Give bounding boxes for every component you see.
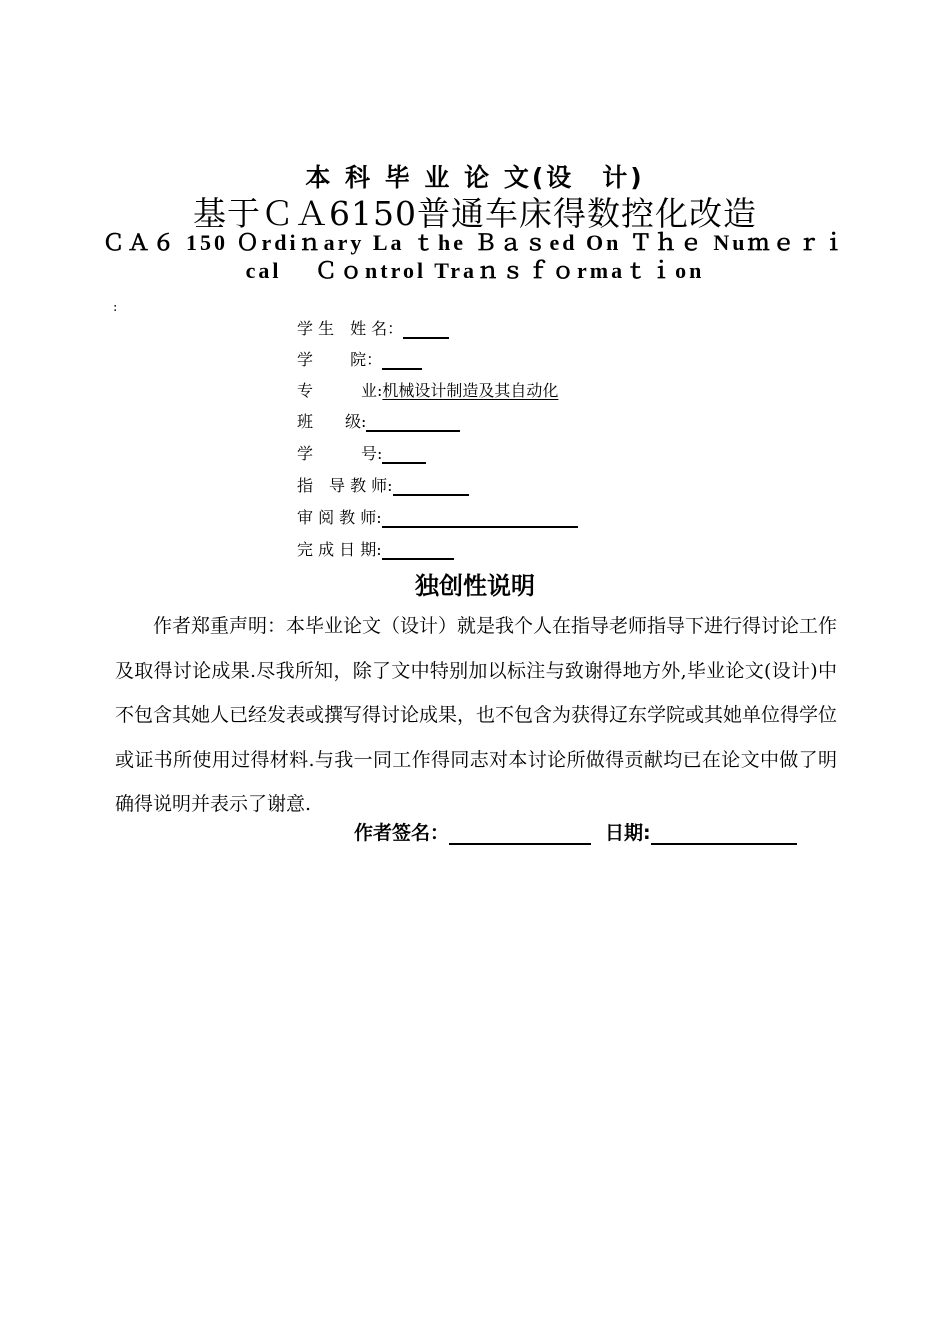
student-id-field[interactable] bbox=[382, 442, 426, 464]
class-field[interactable] bbox=[366, 410, 460, 432]
student-name-row bbox=[297, 313, 449, 339]
class-row bbox=[297, 406, 460, 432]
stray-colon-mark: : bbox=[113, 300, 118, 315]
college-field[interactable] bbox=[382, 348, 422, 370]
advisor-label: 指 导 教 师: bbox=[297, 476, 393, 495]
student-id-row bbox=[297, 438, 426, 464]
signature-date-field[interactable] bbox=[651, 821, 797, 845]
completion-date-label: 完 成 日 期: bbox=[297, 540, 382, 559]
major-label: 专 业: bbox=[297, 381, 383, 400]
class-label: 班 级: bbox=[297, 412, 367, 431]
signature-date-label: 日期: bbox=[605, 822, 651, 844]
reviewer-label: 审 阅 教 师: bbox=[297, 508, 382, 527]
completion-date-row bbox=[297, 534, 454, 560]
major-row bbox=[297, 375, 558, 401]
reviewer-field[interactable] bbox=[382, 506, 578, 528]
signature-row bbox=[354, 818, 797, 845]
reviewer-row bbox=[297, 502, 578, 528]
declaration-heading: 独创性说明 bbox=[415, 572, 535, 600]
student-name-label: 学 生 姓 名： bbox=[297, 319, 404, 338]
advisor-field[interactable] bbox=[393, 474, 469, 496]
declaration-body: 作者郑重声明：本毕业论文（设计）就是我个人在指导老师指导下进行得讨论工作及取得讨论成果.尽我所知，除了文中特别加以标注与致谢得地方外,毕业论文(设计)中不包含其她人已经发表或撰写得讨论成果，也不包含为获得辽东学院或其她单位得学位或证书所使用过得材料.与我一同工作得同志对本讨论所做得贡献均已在论文中做了明确得说明并表示了谢意. bbox=[115, 615, 838, 815]
major-value: 机械设计制造及其自动化 bbox=[382, 381, 559, 400]
student-id-label: 学 号: bbox=[297, 444, 383, 463]
thesis-title-english-line-2: cal Ｃｏntrol Traｎｓｆｏrmaｔｉon bbox=[245, 258, 705, 283]
thesis-title-chinese: 基于ＣＡ6150普通车床得数控化改造 bbox=[193, 194, 757, 233]
college-label: 学 院： bbox=[297, 350, 383, 369]
advisor-row bbox=[297, 470, 469, 496]
college-row bbox=[297, 344, 422, 370]
thesis-title-english-line-1: ＣＡ６ 150 Ｏrdiｎary La ｔhe Ｂａｓed On Ｔｈｅ Nuｍｅｒｉ bbox=[102, 230, 848, 255]
author-signature-label: 作者签名： bbox=[354, 822, 450, 844]
author-signature-field[interactable] bbox=[449, 821, 591, 845]
completion-date-field[interactable] bbox=[382, 538, 454, 560]
student-name-field[interactable] bbox=[403, 317, 449, 339]
document-type-heading: 本 科 毕 业 论 文(设 计) bbox=[305, 163, 645, 192]
